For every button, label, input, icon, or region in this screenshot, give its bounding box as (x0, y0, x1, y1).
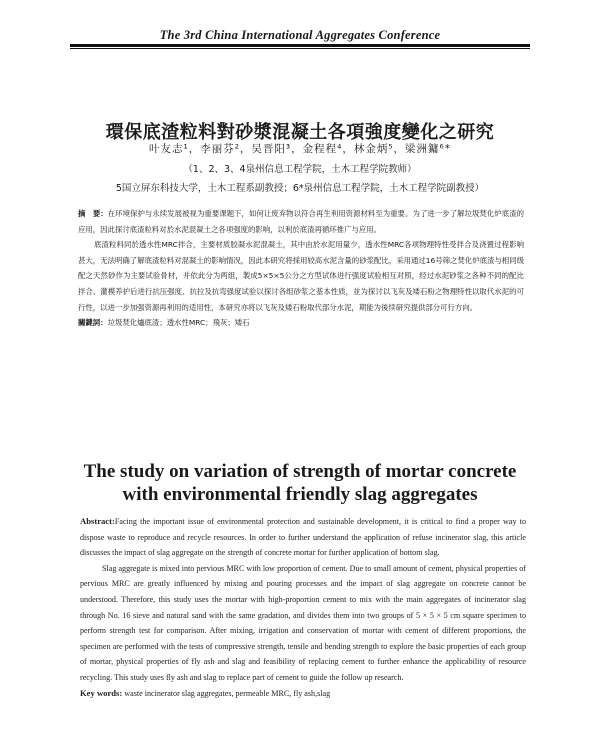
english-abstract-paragraph-2: Slag aggregate is mixed into pervious MRC with low proportion of cement. Due to small amount of cement, physical properties of pervious MRC are greatly influenced by mixing and pouring processes and the impact of slag aggregate on concrete cannot be understood. Therefore, this study uses the mortar with high-proportion cement to mix with the main aggregates of incinerator slag through No. 16 sieve and natural sand with the same gradation, and divides them into two groups of 5 × 5 × 5 cm square specimen to perform strength test for comparison. After mixing, irrigation and conservation of mortar with cement of different proportions, the specimen are performed with the tests of compressive strength, tensile and bending strength to explore the basic properties of each group of mortar, physical properties of fly ash and slag and feasibility of replacing cement to further enhance the applicability of resource recycling. This study uses fly ash and slag to replace part of cement to guide the follow up research. (80, 563, 526, 682)
chinese-abstract (78, 206, 524, 331)
english-abstract-paragraph-1 (80, 514, 526, 561)
header-rule-thick (70, 44, 530, 47)
english-keywords-label: Key words: (80, 687, 123, 698)
english-abstract-text-1: Facing the important issue of environmental protection and sustainable development, it is critical to find a proper way to dispose waste to reproduce and recycle resources. In order to further understand the application of refuse incinerator slag, this article discusses the impact of slag aggregate on the strength of concrete mortar for further application of bottom slag. (80, 517, 526, 558)
chinese-keywords-label: 關鍵詞： (78, 318, 108, 328)
english-abstract (80, 514, 526, 701)
chinese-abstract-text-1: 在环境保护与永续发展被视为重要课题下，如何让废弃物以符合再生利用资源材料至为重要。为了进一步了解垃圾焚化炉底渣的应用，因此探讨底渣粒料对於水泥混凝土之各项强度的影响，以利於底渣再循环推广与应用。 (78, 209, 524, 234)
chinese-title: 環保底渣粒料對砂漿混凝土各項強度變化之研究 (105, 122, 495, 143)
chinese-keywords (78, 315, 524, 331)
english-title-line-1: The study on variation of strength of mortar concrete (83, 461, 517, 482)
chinese-authors: 叶友志¹，李丽芬²，吴晋阳³，金程程⁴，林金炳⁵，梁洲鏞⁶* (148, 143, 451, 155)
english-abstract-label: Abstract: (80, 516, 115, 526)
english-keywords (80, 686, 526, 702)
chinese-affiliation-2: 5国立屏东科技大学，土木工程系副教授；6*泉州信息工程学院，土木工程学院副教授） (115, 183, 485, 194)
english-keywords-text: waste incinerator slag aggregates, permeable MRC, fly ash,slag (122, 688, 331, 698)
chinese-keywords-text: 垃圾焚化爐底渣；透水性MRC；飛灰；矮石 (107, 318, 250, 328)
conference-header: The 3rd China International Aggregates Conference (159, 28, 441, 42)
english-title-line-2: with environmental friendly slag aggregates (122, 484, 478, 505)
chinese-abstract-paragraph-1 (78, 206, 524, 237)
chinese-abstract-paragraph-2: 底渣粒料同於透水性MRC拌合，主要材质胶凝水泥混凝土，其中由於水泥用量少，透水性MRC各项物理特性受拌合及浇置过程影响甚大，无法明确了解底渣粒料对混凝土的影响情况，因此本研究将採用较高水泥含量的砂浆配比，采用通过16号筛之焚化炉底渣与相同级配之天然砂作为主要试验骨材，并依此分为两组，製成5×5×5公分之方型试体进行强度试验相互对照，经过水泥砂浆之各种不同的配比拌合、灌模养护后进行抗压强度、抗拉及抗弯强度试验以探讨各组砂浆之基本性质，並为探讨以飞灰及矮石粉之物理特性以取代水泥的可行性，以进一步加强资源再利用的适用性，本研究亦将以飞灰及矮石粉取代部分水泥，期能为後续研究提供部分可行方向。 (78, 240, 524, 312)
chinese-affiliation-1: （1、2、3、4泉州信息工程学院，土木工程学院教师） (183, 164, 417, 175)
english-title (70, 460, 530, 506)
header-rule-thin (70, 48, 530, 49)
chinese-abstract-label: 摘 要： (78, 209, 108, 218)
